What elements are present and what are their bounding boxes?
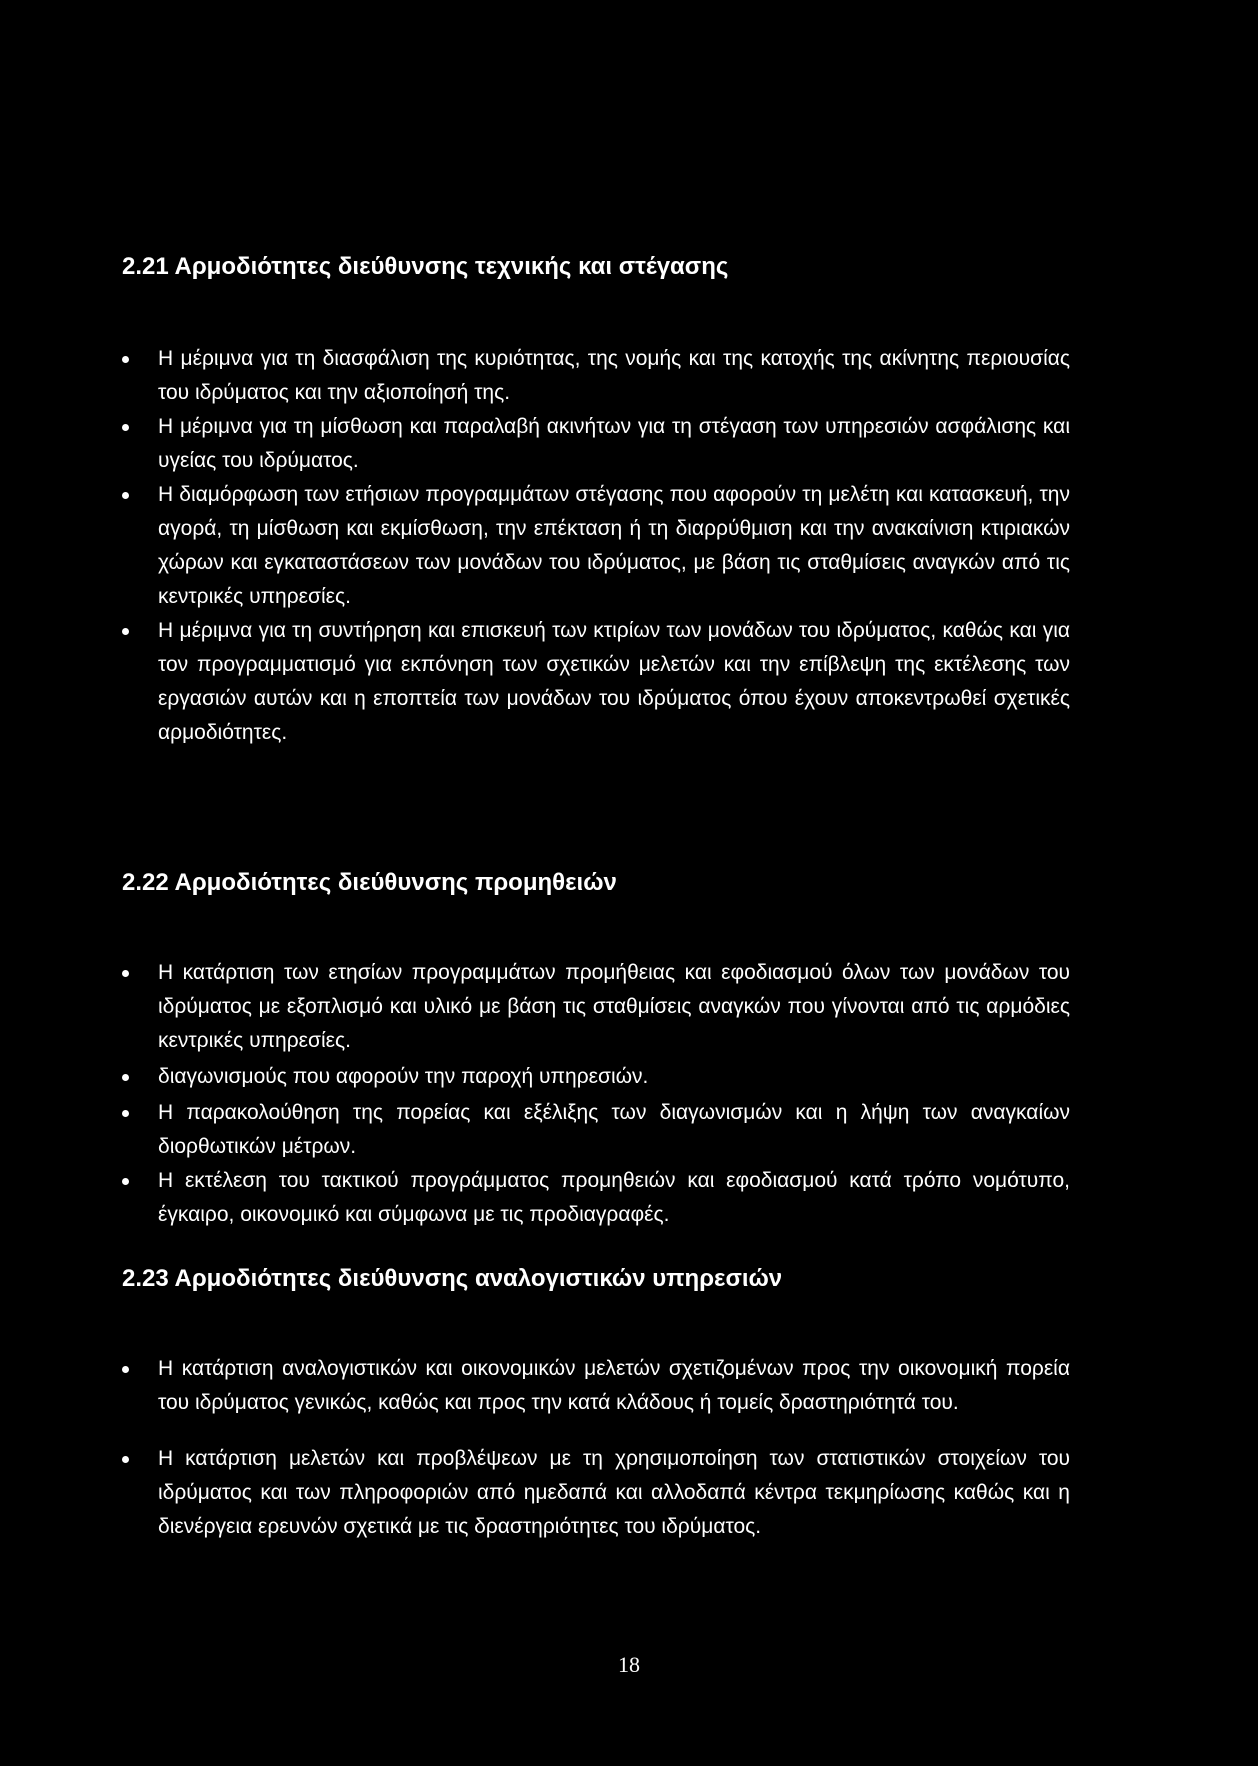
list-item [122, 342, 1070, 410]
list-item [122, 1060, 1070, 1094]
list-item [122, 956, 1070, 1058]
bullet-icon [122, 970, 129, 977]
list-item-text: Η κατάρτιση μελετών και προβλέψεων με τη χρησιμοποίηση των στατιστικών στοιχείων του ιδρύματος και των πληροφοριών από ημεδαπά και αλλοδαπά κέντρα τεκμηρίωσης καθώς και η διενέργεια ερευνών σχετικά με τις δραστηριότητες του ιδρύματος. [158, 1447, 1070, 1538]
section-actuarial [122, 1264, 1070, 1544]
bullet-icon [122, 1074, 129, 1081]
list-item [122, 410, 1070, 478]
list-item-text: Η κατάρτιση αναλογιστικών και οικονομικών μελετών σχετιζομένων προς την οικονομική πορεία του ιδρύματος γενικώς, καθώς και προς την κατά κλάδους ή τομείς δραστηριότητά του. [158, 1357, 1070, 1414]
section-heading: 2.22 Αρμοδιότητες διεύθυνσης προμηθειών [122, 869, 617, 896]
bullet-icon [122, 1456, 129, 1463]
bullet-icon [122, 628, 129, 635]
bullet-list [122, 342, 1070, 750]
list-item-text: Η εκτέλεση του τακτικού προγράμματος προμηθειών και εφοδιασμού κατά τρόπο νομότυπο, έγκαιρο, οικονομικό και σύμφωνα με τις προδιαγραφές. [158, 1169, 1070, 1226]
list-item-text: Η μέριμνα για τη διασφάλιση της κυριότητας, της νομής και της κατοχής της ακίνητης περιουσίας του ιδρύματος και την αξιοποίησή της. [158, 347, 1070, 404]
list-item-text: Η παρακολούθηση της πορείας και εξέλιξης των διαγωνισμών και η λήψη των αναγκαίων διορθωτικών μέτρων. [158, 1101, 1070, 1158]
bullet-icon [122, 1366, 129, 1373]
list-item [122, 1096, 1070, 1164]
bullet-icon [122, 1178, 129, 1185]
list-item [122, 1164, 1070, 1232]
list-item [122, 1352, 1070, 1420]
bullet-list [122, 1352, 1070, 1544]
section-heading: 2.21 Αρμοδιότητες διεύθυνσης τεχνικής και στέγασης [122, 253, 729, 280]
list-item-text: Η μέριμνα για τη μίσθωση και παραλαβή ακινήτων για τη στέγαση των υπηρεσιών ασφάλισης και υγείας του ιδρύματος. [158, 415, 1070, 472]
list-item [122, 1442, 1070, 1544]
list-item [122, 614, 1070, 750]
bullet-icon [122, 1110, 129, 1117]
bullet-icon [122, 492, 129, 499]
list-item-text: Η διαμόρφωση των ετήσιων προγραμμάτων στέγασης που αφορούν τη μελέτη και κατασκευή, την αγορά, τη μίσθωση και εκμίσθωση, την επέκταση ή τη διαρρύθμιση και την ανακαίνιση κτιριακών χώρων και εγκαταστάσεων των μονάδων του ιδρύματος, με βάση τις σταθμίσεις αναγκών από τις κεντρικές υπηρεσίες. [158, 483, 1070, 608]
bullet-icon [122, 356, 129, 363]
bullet-list [122, 956, 1070, 1232]
section-technical-housing [122, 252, 1070, 750]
list-item-text: Η μέριμνα για τη συντήρηση και επισκευή των κτιρίων των μονάδων του ιδρύματος, καθώς και για τον προγραμματισμό για εκπόνηση των σχετικών μελετών και την επίβλεψη της εκτέλεσης των εργασιών αυτών και η εποπτεία των μονάδων του ιδρύματος όπου έχουν αποκεντρωθεί σχετικές αρμοδιότητες. [158, 619, 1070, 744]
list-item-text: Η κατάρτιση των ετησίων προγραμμάτων προμήθειας και εφοδιασμού όλων των μονάδων του ιδρύματος με εξοπλισμό και υλικό με βάση τις σταθμίσεις αναγκών που γίνονται από τις αρμόδιες κεντρικές υπηρεσίες. [158, 961, 1070, 1052]
bullet-icon [122, 424, 129, 431]
section-procurement [122, 868, 1070, 1232]
page-number: 18 [618, 1652, 640, 1677]
section-heading: 2.23 Αρμοδιότητες διεύθυνσης αναλογιστικών υπηρεσιών [122, 1265, 783, 1292]
list-item-text: διαγωνισμούς που αφορούν την παροχή υπηρεσιών. [158, 1065, 649, 1088]
list-item [122, 478, 1070, 614]
